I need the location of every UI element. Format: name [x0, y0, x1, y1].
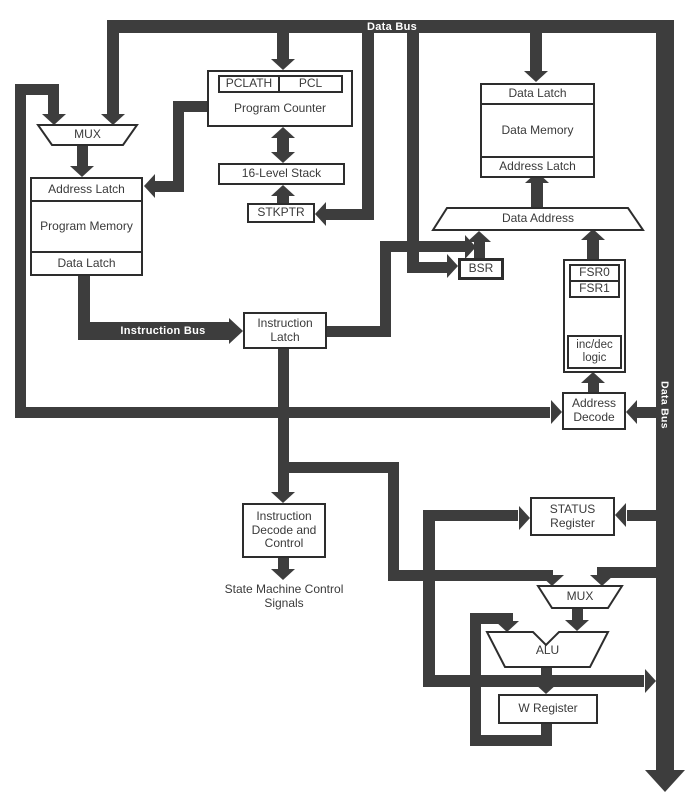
data-bus-top-label: Data Bus — [366, 20, 418, 33]
instruction-decode-box: Instruction Decode and Control — [242, 503, 326, 558]
pcl-register: PCL — [278, 75, 343, 93]
address-decode-box: Address Decode — [562, 392, 626, 430]
address-latch-pm: Address Latch — [32, 179, 141, 202]
incdec-logic-box: inc/dec logic — [567, 335, 622, 369]
data-latch-pm: Data Latch — [57, 255, 116, 270]
program-counter-label: Program Counter — [233, 101, 327, 116]
stack-box: 16-Level Stack — [218, 163, 345, 185]
data-address-label: Data Address — [501, 211, 575, 226]
program-memory-box — [30, 177, 143, 276]
pclath-pcl-row — [218, 75, 343, 93]
data-latch-dm: Data Latch — [482, 85, 593, 105]
mux1-label: MUX — [74, 127, 101, 142]
fsr0-box: FSR0 — [569, 264, 620, 282]
stkptr-box: STKPTR — [247, 203, 315, 223]
data-memory: Data Memory — [482, 105, 593, 158]
state-machine-label: State Machine Control Signals — [224, 582, 344, 610]
mux2-label: MUX — [566, 589, 594, 604]
fsr1-box: FSR1 — [569, 280, 620, 298]
alu-label: ALU — [535, 643, 560, 658]
program-memory: Program Memory — [32, 202, 141, 253]
data-memory-box — [480, 83, 595, 178]
instruction-latch-box: Instruction Latch — [243, 312, 327, 349]
w-register-box: W Register — [498, 694, 598, 724]
address-latch-dm: Address Latch — [499, 159, 576, 174]
pclath-register: PCLATH — [218, 75, 280, 93]
status-register-box: STATUS Register — [530, 497, 615, 536]
program-counter-box — [207, 70, 353, 127]
instruction-bus-label: Instruction Bus — [120, 325, 206, 337]
bsr-box: BSR — [458, 258, 504, 280]
data-bus-right-label: Data Bus — [658, 381, 671, 429]
